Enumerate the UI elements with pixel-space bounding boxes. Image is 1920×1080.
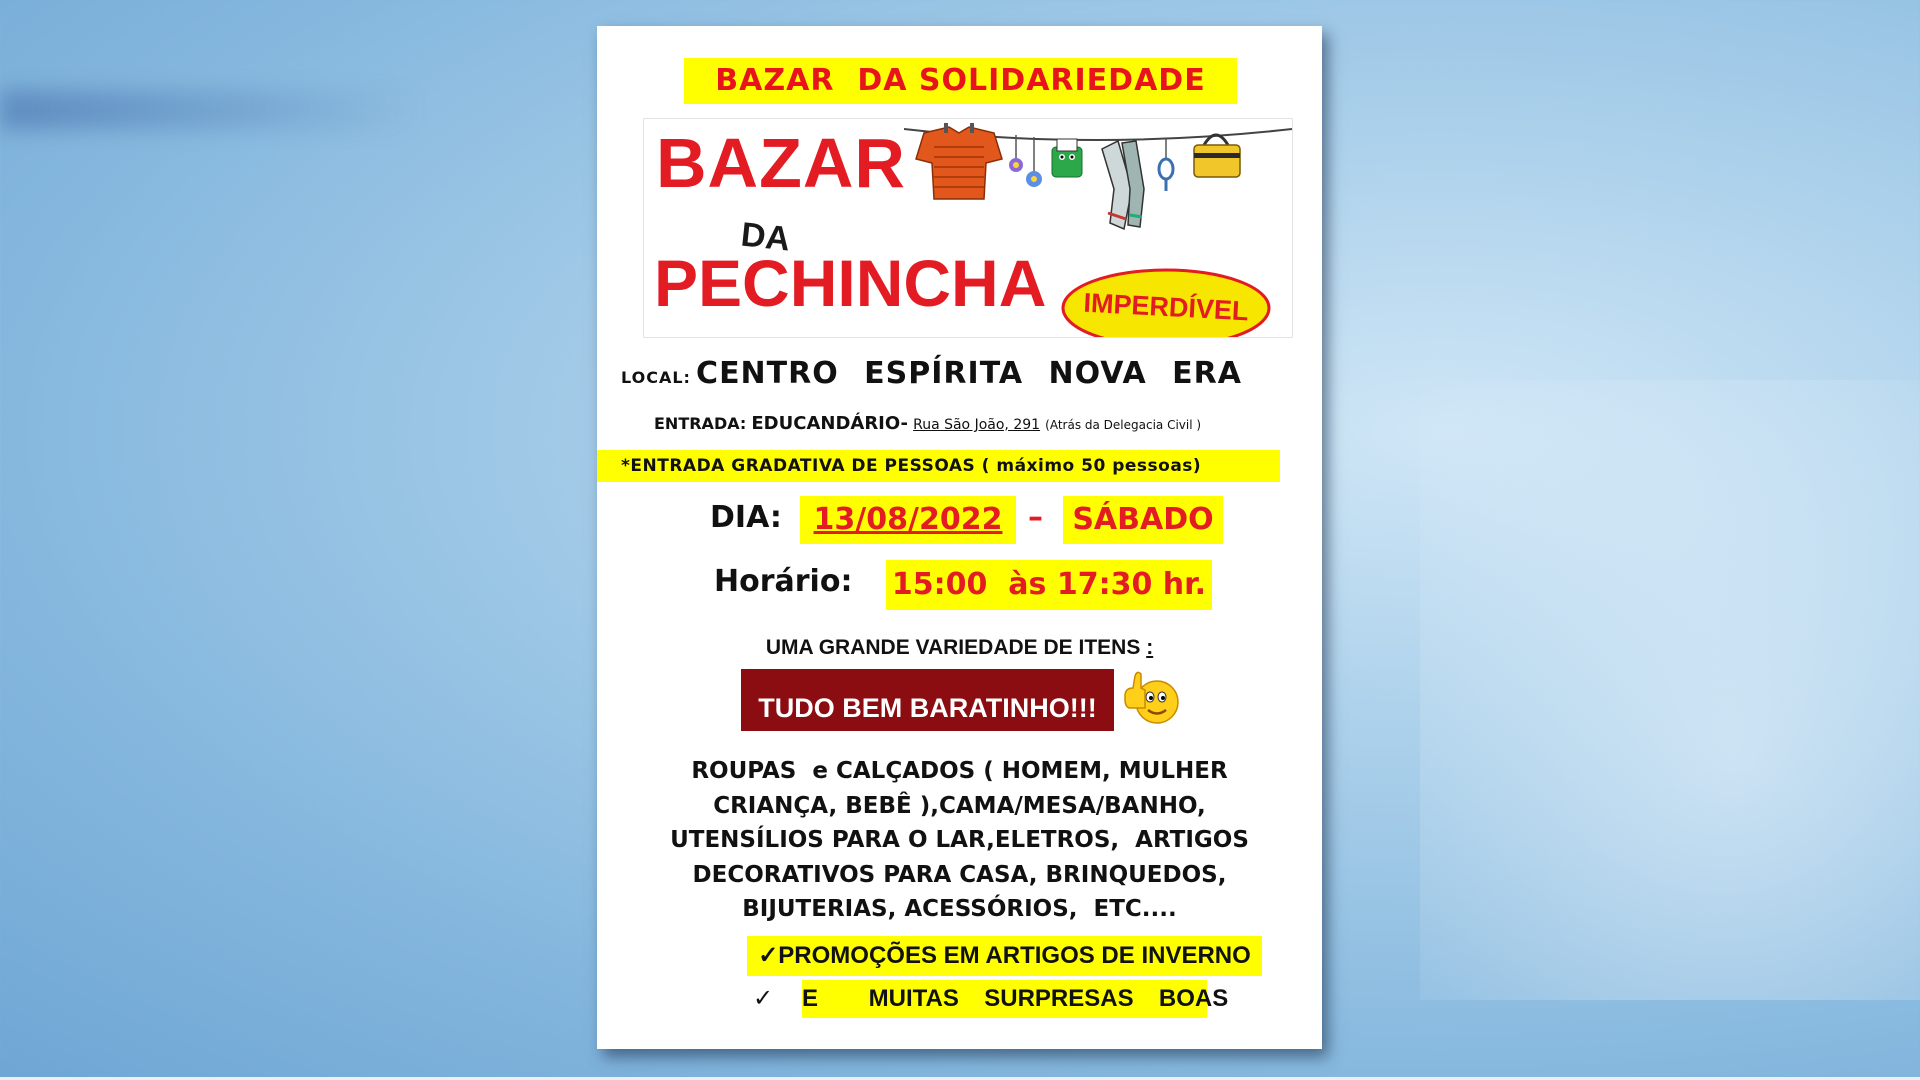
dia-date: 13/08/2022 [800,496,1016,544]
check-icon: ✓ [753,984,774,1012]
logo-pechincha-text: PECHINCHA [654,246,1047,320]
entrada-row [654,413,1294,434]
horario-row [714,556,1234,612]
background-light [1420,380,1920,1000]
dia-row [710,496,1230,548]
local-row [621,356,1301,391]
bazar-logo [643,118,1293,338]
local-name: CENTRO ESPÍRITA NOVA ERA [696,356,1242,391]
variedade-text: UMA GRANDE VARIEDADE DE ITENS [765,636,1141,659]
entrada-note: (Atrás da Delegacia Civil ) [1045,418,1202,432]
clothesline-icon [904,119,1292,259]
promo1-text: PROMOÇÕES EM ARTIGOS DE INVERNO [778,942,1251,969]
check-icon: ✓ [758,942,779,969]
baratinho-banner [741,669,1114,731]
thumbs-up-smiley-icon [1121,666,1183,728]
entrada-place: EDUCANDÁRIO- [751,413,908,434]
entrada-label: ENTRADA: [654,414,747,433]
logo-bazar-text: BAZAR [656,124,906,202]
dia-weekday: SÁBADO [1063,496,1223,544]
top-title: BAZAR DA SOLIDARIEDADE [684,58,1237,104]
promo1-row [747,936,1262,976]
imperdivel-badge-text: IMPERDÍVEL [1082,287,1250,327]
entrada-street: Rua São João, 291 [913,417,1041,433]
flyer [597,26,1322,1049]
promo2-text: E MUITAS SURPRESAS BOAS [802,985,1229,1012]
baratinho-text: TUDO BEM BARATINHO!!! [758,693,1097,723]
items-list-text: ROUPAS e CALÇADOS ( HOMEM, MULHER CRIANÇA, BEBÊ ),CAMA/MESA/BANHO, UTENSÍLIOS PARA O LAR,ELETROS, ARTIGOS DECORATIVOS PARA CASA, BRINQUEDOS, BIJUTERIAS, ACESSÓRIOS, ETC.... [670,758,1249,922]
variedade-colon: : [1146,636,1154,659]
gradativa-text: *ENTRADA GRADATIVA DE PESSOAS ( máximo 50 pessoas) [621,456,1202,476]
horario-time: 15:00 às 17:30 hr. [886,560,1212,610]
horario-label: Horário: [714,564,853,599]
local-label: LOCAL: [621,368,691,387]
logo-da-text: DA [739,215,792,259]
dia-label: DIA: [710,500,782,535]
dia-dash: – [1028,500,1043,535]
variedade-heading [597,636,1322,660]
background-streak [0,90,420,130]
